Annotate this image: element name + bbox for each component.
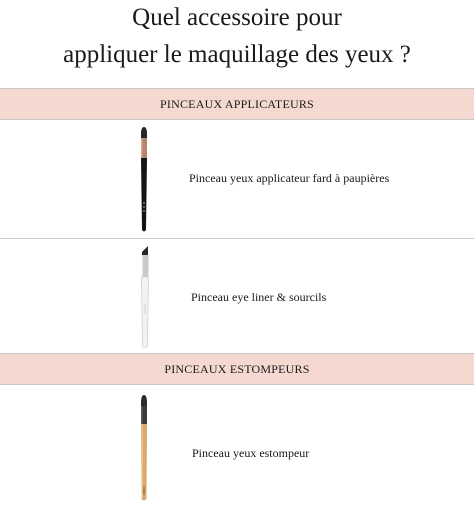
section-header-estompeurs [0, 353, 474, 385]
list-item [0, 239, 474, 353]
list-item [0, 120, 474, 239]
white-angled-liner-brush-icon [136, 244, 152, 350]
item-label: Pinceau yeux estompeur [192, 446, 310, 460]
black-eyeshadow-brush-icon [136, 126, 152, 234]
section-header-label: PINCEAUX ESTOMPEURS [164, 361, 310, 376]
section-header-label: PINCEAUX APPLICATEURS [160, 96, 314, 111]
page-title-line-1: Quel accessoire pour [132, 4, 342, 31]
list-item [0, 385, 474, 508]
wooden-blending-brush-icon [136, 393, 152, 503]
page-title-line-2: appliquer le maquillage des yeux ? [63, 41, 411, 68]
item-label: Pinceau eye liner & sourcils [191, 290, 327, 304]
section-header-applicateurs [0, 88, 474, 120]
item-label: Pinceau yeux applicateur fard à paupières [189, 171, 390, 185]
